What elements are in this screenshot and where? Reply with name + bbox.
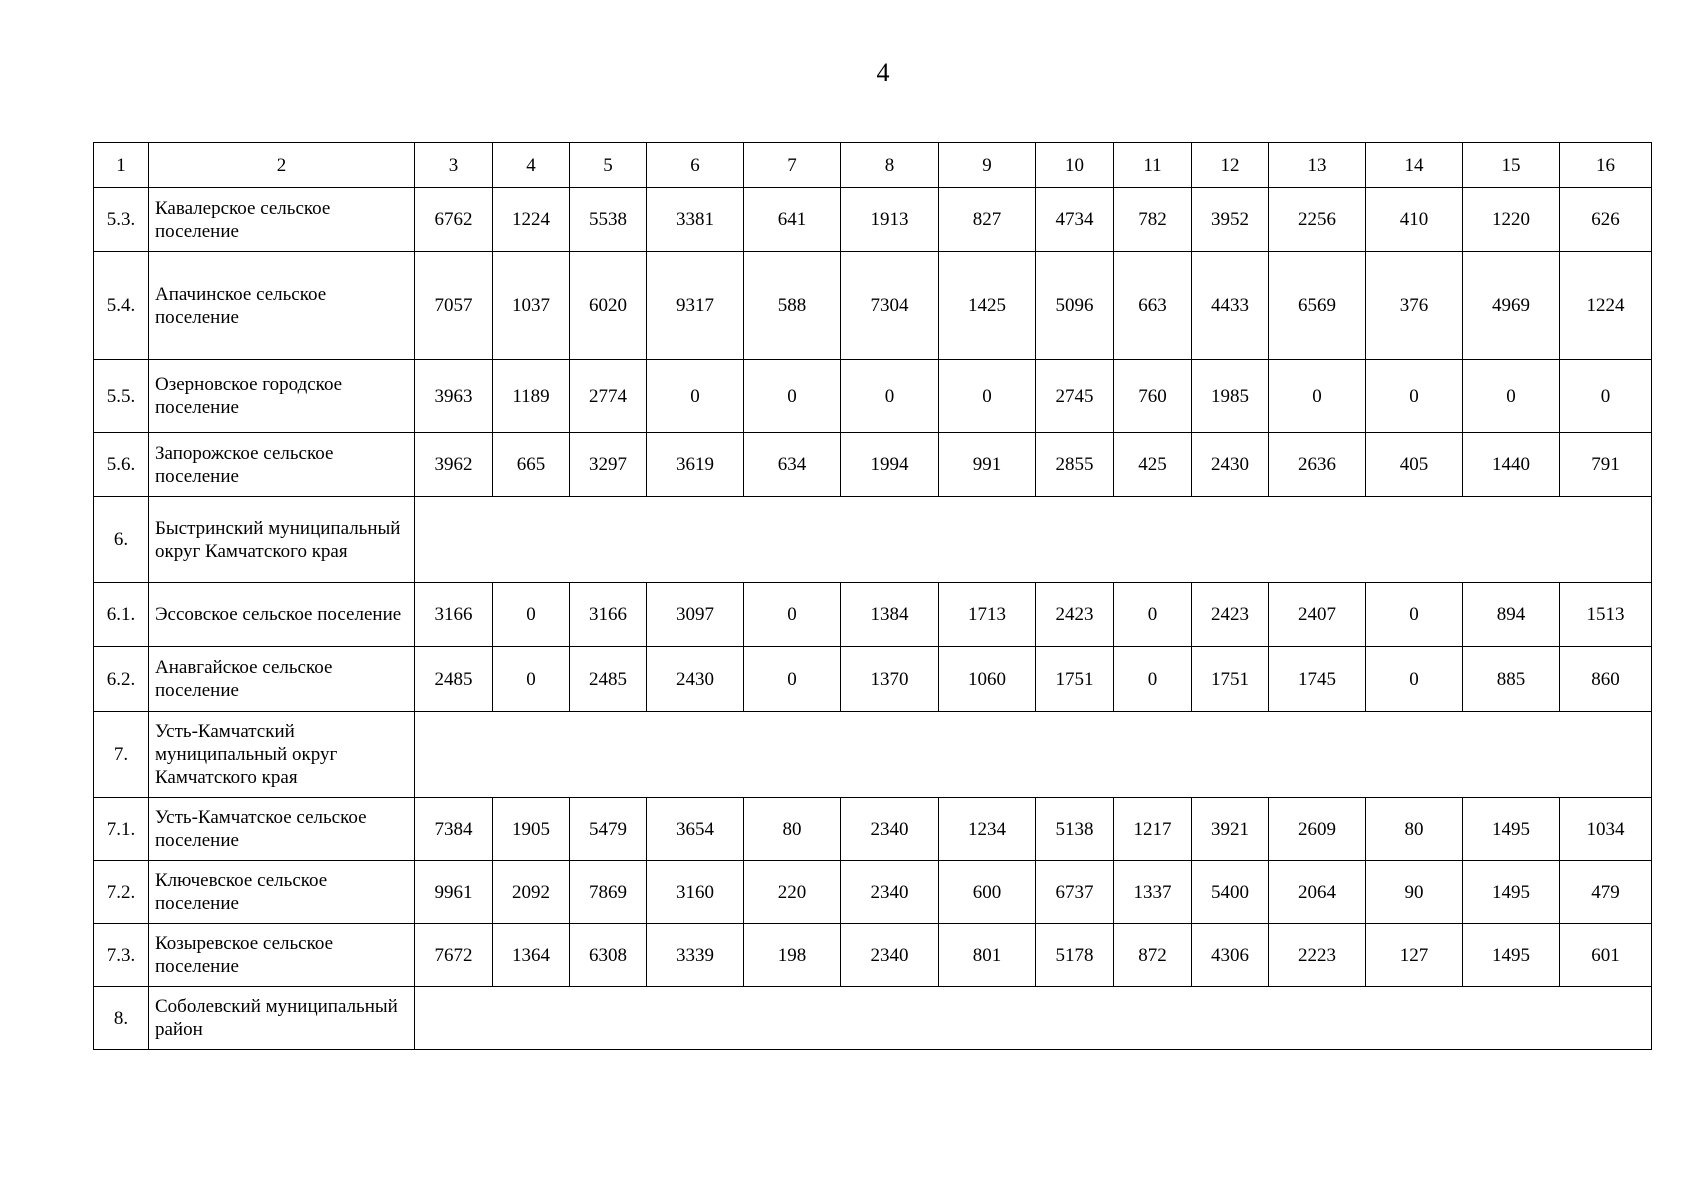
value-cell: 1495 xyxy=(1463,861,1560,924)
header-cell: 16 xyxy=(1560,143,1652,188)
value-cell: 4306 xyxy=(1192,924,1269,987)
value-cell: 588 xyxy=(744,252,841,360)
value-cell: 1364 xyxy=(493,924,570,987)
data-table xyxy=(93,142,1652,1050)
value-cell: 600 xyxy=(939,861,1036,924)
value-cell: 7057 xyxy=(415,252,493,360)
value-cell: 4433 xyxy=(1192,252,1269,360)
row-name-cell: Озерновское городское поселение xyxy=(149,360,415,433)
value-cell: 80 xyxy=(744,798,841,861)
value-cell: 3339 xyxy=(647,924,744,987)
value-cell: 0 xyxy=(744,360,841,433)
header-cell: 1 xyxy=(94,143,149,188)
value-cell: 1440 xyxy=(1463,433,1560,497)
value-cell: 2340 xyxy=(841,861,939,924)
value-cell: 1224 xyxy=(493,188,570,252)
row-number-cell: 5.5. xyxy=(94,360,149,433)
value-cell: 198 xyxy=(744,924,841,987)
empty-merged-cell xyxy=(415,712,1652,798)
row-number-cell: 7. xyxy=(94,712,149,798)
value-cell: 0 xyxy=(939,360,1036,433)
value-cell: 3166 xyxy=(570,583,647,647)
value-cell: 2340 xyxy=(841,924,939,987)
value-cell: 2485 xyxy=(415,647,493,712)
value-cell: 1985 xyxy=(1192,360,1269,433)
value-cell: 0 xyxy=(1269,360,1366,433)
value-cell: 7672 xyxy=(415,924,493,987)
value-cell: 1037 xyxy=(493,252,570,360)
row-number-cell: 5.4. xyxy=(94,252,149,360)
value-cell: 1337 xyxy=(1114,861,1192,924)
row-number-cell: 8. xyxy=(94,987,149,1050)
header-cell: 13 xyxy=(1269,143,1366,188)
value-cell: 0 xyxy=(493,647,570,712)
value-cell: 7384 xyxy=(415,798,493,861)
value-cell: 665 xyxy=(493,433,570,497)
value-cell: 2256 xyxy=(1269,188,1366,252)
table-row xyxy=(94,987,1652,1050)
value-cell: 9961 xyxy=(415,861,493,924)
value-cell: 5538 xyxy=(570,188,647,252)
value-cell: 1751 xyxy=(1192,647,1269,712)
value-cell: 1234 xyxy=(939,798,1036,861)
row-name-cell: Усть-Камчатское сельское поселение xyxy=(149,798,415,861)
value-cell: 3297 xyxy=(570,433,647,497)
value-cell: 4734 xyxy=(1036,188,1114,252)
value-cell: 3921 xyxy=(1192,798,1269,861)
value-cell: 80 xyxy=(1366,798,1463,861)
value-cell: 3654 xyxy=(647,798,744,861)
value-cell: 2407 xyxy=(1269,583,1366,647)
value-cell: 1370 xyxy=(841,647,939,712)
value-cell: 2223 xyxy=(1269,924,1366,987)
value-cell: 1513 xyxy=(1560,583,1652,647)
table-row xyxy=(94,647,1652,712)
header-cell: 14 xyxy=(1366,143,1463,188)
value-cell: 634 xyxy=(744,433,841,497)
table-row xyxy=(94,433,1652,497)
value-cell: 3166 xyxy=(415,583,493,647)
value-cell: 2485 xyxy=(570,647,647,712)
value-cell: 1425 xyxy=(939,252,1036,360)
value-cell: 2774 xyxy=(570,360,647,433)
page-number: 4 xyxy=(876,58,890,87)
value-cell: 90 xyxy=(1366,861,1463,924)
header-cell: 11 xyxy=(1114,143,1192,188)
row-name-cell: Анавгайское сельское поселение xyxy=(149,647,415,712)
value-cell: 0 xyxy=(744,647,841,712)
header-cell: 2 xyxy=(149,143,415,188)
value-cell: 760 xyxy=(1114,360,1192,433)
value-cell: 0 xyxy=(744,583,841,647)
table-row xyxy=(94,924,1652,987)
value-cell: 801 xyxy=(939,924,1036,987)
value-cell: 894 xyxy=(1463,583,1560,647)
row-name-cell: Кавалерское сельское поселение xyxy=(149,188,415,252)
value-cell: 2609 xyxy=(1269,798,1366,861)
value-cell: 0 xyxy=(647,360,744,433)
value-cell: 626 xyxy=(1560,188,1652,252)
table-row xyxy=(94,861,1652,924)
value-cell: 6308 xyxy=(570,924,647,987)
value-cell: 601 xyxy=(1560,924,1652,987)
row-name-cell: Усть-Камчатский муниципальный округ Камчатского края xyxy=(149,712,415,798)
row-number-cell: 7.2. xyxy=(94,861,149,924)
value-cell: 0 xyxy=(841,360,939,433)
table-row xyxy=(94,583,1652,647)
table-row xyxy=(94,188,1652,252)
value-cell: 782 xyxy=(1114,188,1192,252)
value-cell: 827 xyxy=(939,188,1036,252)
value-cell: 0 xyxy=(493,583,570,647)
value-cell: 2423 xyxy=(1192,583,1269,647)
value-cell: 405 xyxy=(1366,433,1463,497)
value-cell: 1217 xyxy=(1114,798,1192,861)
header-row xyxy=(94,143,1652,188)
header-cell: 6 xyxy=(647,143,744,188)
value-cell: 1495 xyxy=(1463,798,1560,861)
value-cell: 663 xyxy=(1114,252,1192,360)
value-cell: 1905 xyxy=(493,798,570,861)
header-cell: 15 xyxy=(1463,143,1560,188)
value-cell: 7304 xyxy=(841,252,939,360)
value-cell: 1060 xyxy=(939,647,1036,712)
value-cell: 2423 xyxy=(1036,583,1114,647)
value-cell: 0 xyxy=(1366,583,1463,647)
table-row xyxy=(94,712,1652,798)
value-cell: 5138 xyxy=(1036,798,1114,861)
value-cell: 4969 xyxy=(1463,252,1560,360)
value-cell: 2855 xyxy=(1036,433,1114,497)
value-cell: 3963 xyxy=(415,360,493,433)
value-cell: 0 xyxy=(1366,360,1463,433)
value-cell: 3160 xyxy=(647,861,744,924)
value-cell: 1495 xyxy=(1463,924,1560,987)
value-cell: 7869 xyxy=(570,861,647,924)
row-number-cell: 7.1. xyxy=(94,798,149,861)
value-cell: 885 xyxy=(1463,647,1560,712)
value-cell: 9317 xyxy=(647,252,744,360)
value-cell: 220 xyxy=(744,861,841,924)
value-cell: 2092 xyxy=(493,861,570,924)
value-cell: 991 xyxy=(939,433,1036,497)
value-cell: 5178 xyxy=(1036,924,1114,987)
value-cell: 2064 xyxy=(1269,861,1366,924)
row-number-cell: 7.3. xyxy=(94,924,149,987)
header-cell: 10 xyxy=(1036,143,1114,188)
header-cell: 5 xyxy=(570,143,647,188)
value-cell: 6762 xyxy=(415,188,493,252)
value-cell: 1384 xyxy=(841,583,939,647)
row-name-cell: Ключевское сельское поселение xyxy=(149,861,415,924)
row-number-cell: 5.6. xyxy=(94,433,149,497)
table-body xyxy=(94,143,1652,1050)
value-cell: 1189 xyxy=(493,360,570,433)
header-cell: 7 xyxy=(744,143,841,188)
row-name-cell: Козыревское сельское поселение xyxy=(149,924,415,987)
row-name-cell: Соболевский муниципальный район xyxy=(149,987,415,1050)
value-cell: 1913 xyxy=(841,188,939,252)
value-cell: 2340 xyxy=(841,798,939,861)
row-name-cell: Апачинское сельское поселение xyxy=(149,252,415,360)
value-cell: 5096 xyxy=(1036,252,1114,360)
value-cell: 1994 xyxy=(841,433,939,497)
header-cell: 8 xyxy=(841,143,939,188)
value-cell: 479 xyxy=(1560,861,1652,924)
value-cell: 0 xyxy=(1114,583,1192,647)
header-cell: 3 xyxy=(415,143,493,188)
row-number-cell: 6.2. xyxy=(94,647,149,712)
value-cell: 1745 xyxy=(1269,647,1366,712)
row-number-cell: 6.1. xyxy=(94,583,149,647)
row-name-cell: Запорожское сельское поселение xyxy=(149,433,415,497)
value-cell: 410 xyxy=(1366,188,1463,252)
table-row xyxy=(94,798,1652,861)
value-cell: 1713 xyxy=(939,583,1036,647)
header-cell: 12 xyxy=(1192,143,1269,188)
value-cell: 1034 xyxy=(1560,798,1652,861)
value-cell: 2636 xyxy=(1269,433,1366,497)
row-name-cell: Быстринский муниципальный округ Камчатского края xyxy=(149,497,415,583)
value-cell: 0 xyxy=(1560,360,1652,433)
header-cell: 9 xyxy=(939,143,1036,188)
value-cell: 1751 xyxy=(1036,647,1114,712)
header-cell: 4 xyxy=(493,143,570,188)
value-cell: 2430 xyxy=(647,647,744,712)
value-cell: 6737 xyxy=(1036,861,1114,924)
empty-merged-cell xyxy=(415,497,1652,583)
value-cell: 6020 xyxy=(570,252,647,360)
value-cell: 2745 xyxy=(1036,360,1114,433)
value-cell: 641 xyxy=(744,188,841,252)
row-number-cell: 6. xyxy=(94,497,149,583)
value-cell: 0 xyxy=(1366,647,1463,712)
value-cell: 3962 xyxy=(415,433,493,497)
value-cell: 5400 xyxy=(1192,861,1269,924)
value-cell: 2430 xyxy=(1192,433,1269,497)
value-cell: 860 xyxy=(1560,647,1652,712)
table-row xyxy=(94,497,1652,583)
value-cell: 0 xyxy=(1114,647,1192,712)
table-row xyxy=(94,360,1652,433)
value-cell: 791 xyxy=(1560,433,1652,497)
value-cell: 376 xyxy=(1366,252,1463,360)
value-cell: 872 xyxy=(1114,924,1192,987)
value-cell: 3097 xyxy=(647,583,744,647)
table-row xyxy=(94,252,1652,360)
value-cell: 425 xyxy=(1114,433,1192,497)
row-name-cell: Эссовское сельское поселение xyxy=(149,583,415,647)
value-cell: 5479 xyxy=(570,798,647,861)
value-cell: 3952 xyxy=(1192,188,1269,252)
value-cell: 6569 xyxy=(1269,252,1366,360)
value-cell: 1224 xyxy=(1560,252,1652,360)
empty-merged-cell xyxy=(415,987,1652,1050)
value-cell: 127 xyxy=(1366,924,1463,987)
value-cell: 0 xyxy=(1463,360,1560,433)
value-cell: 3619 xyxy=(647,433,744,497)
value-cell: 1220 xyxy=(1463,188,1560,252)
row-number-cell: 5.3. xyxy=(94,188,149,252)
value-cell: 3381 xyxy=(647,188,744,252)
